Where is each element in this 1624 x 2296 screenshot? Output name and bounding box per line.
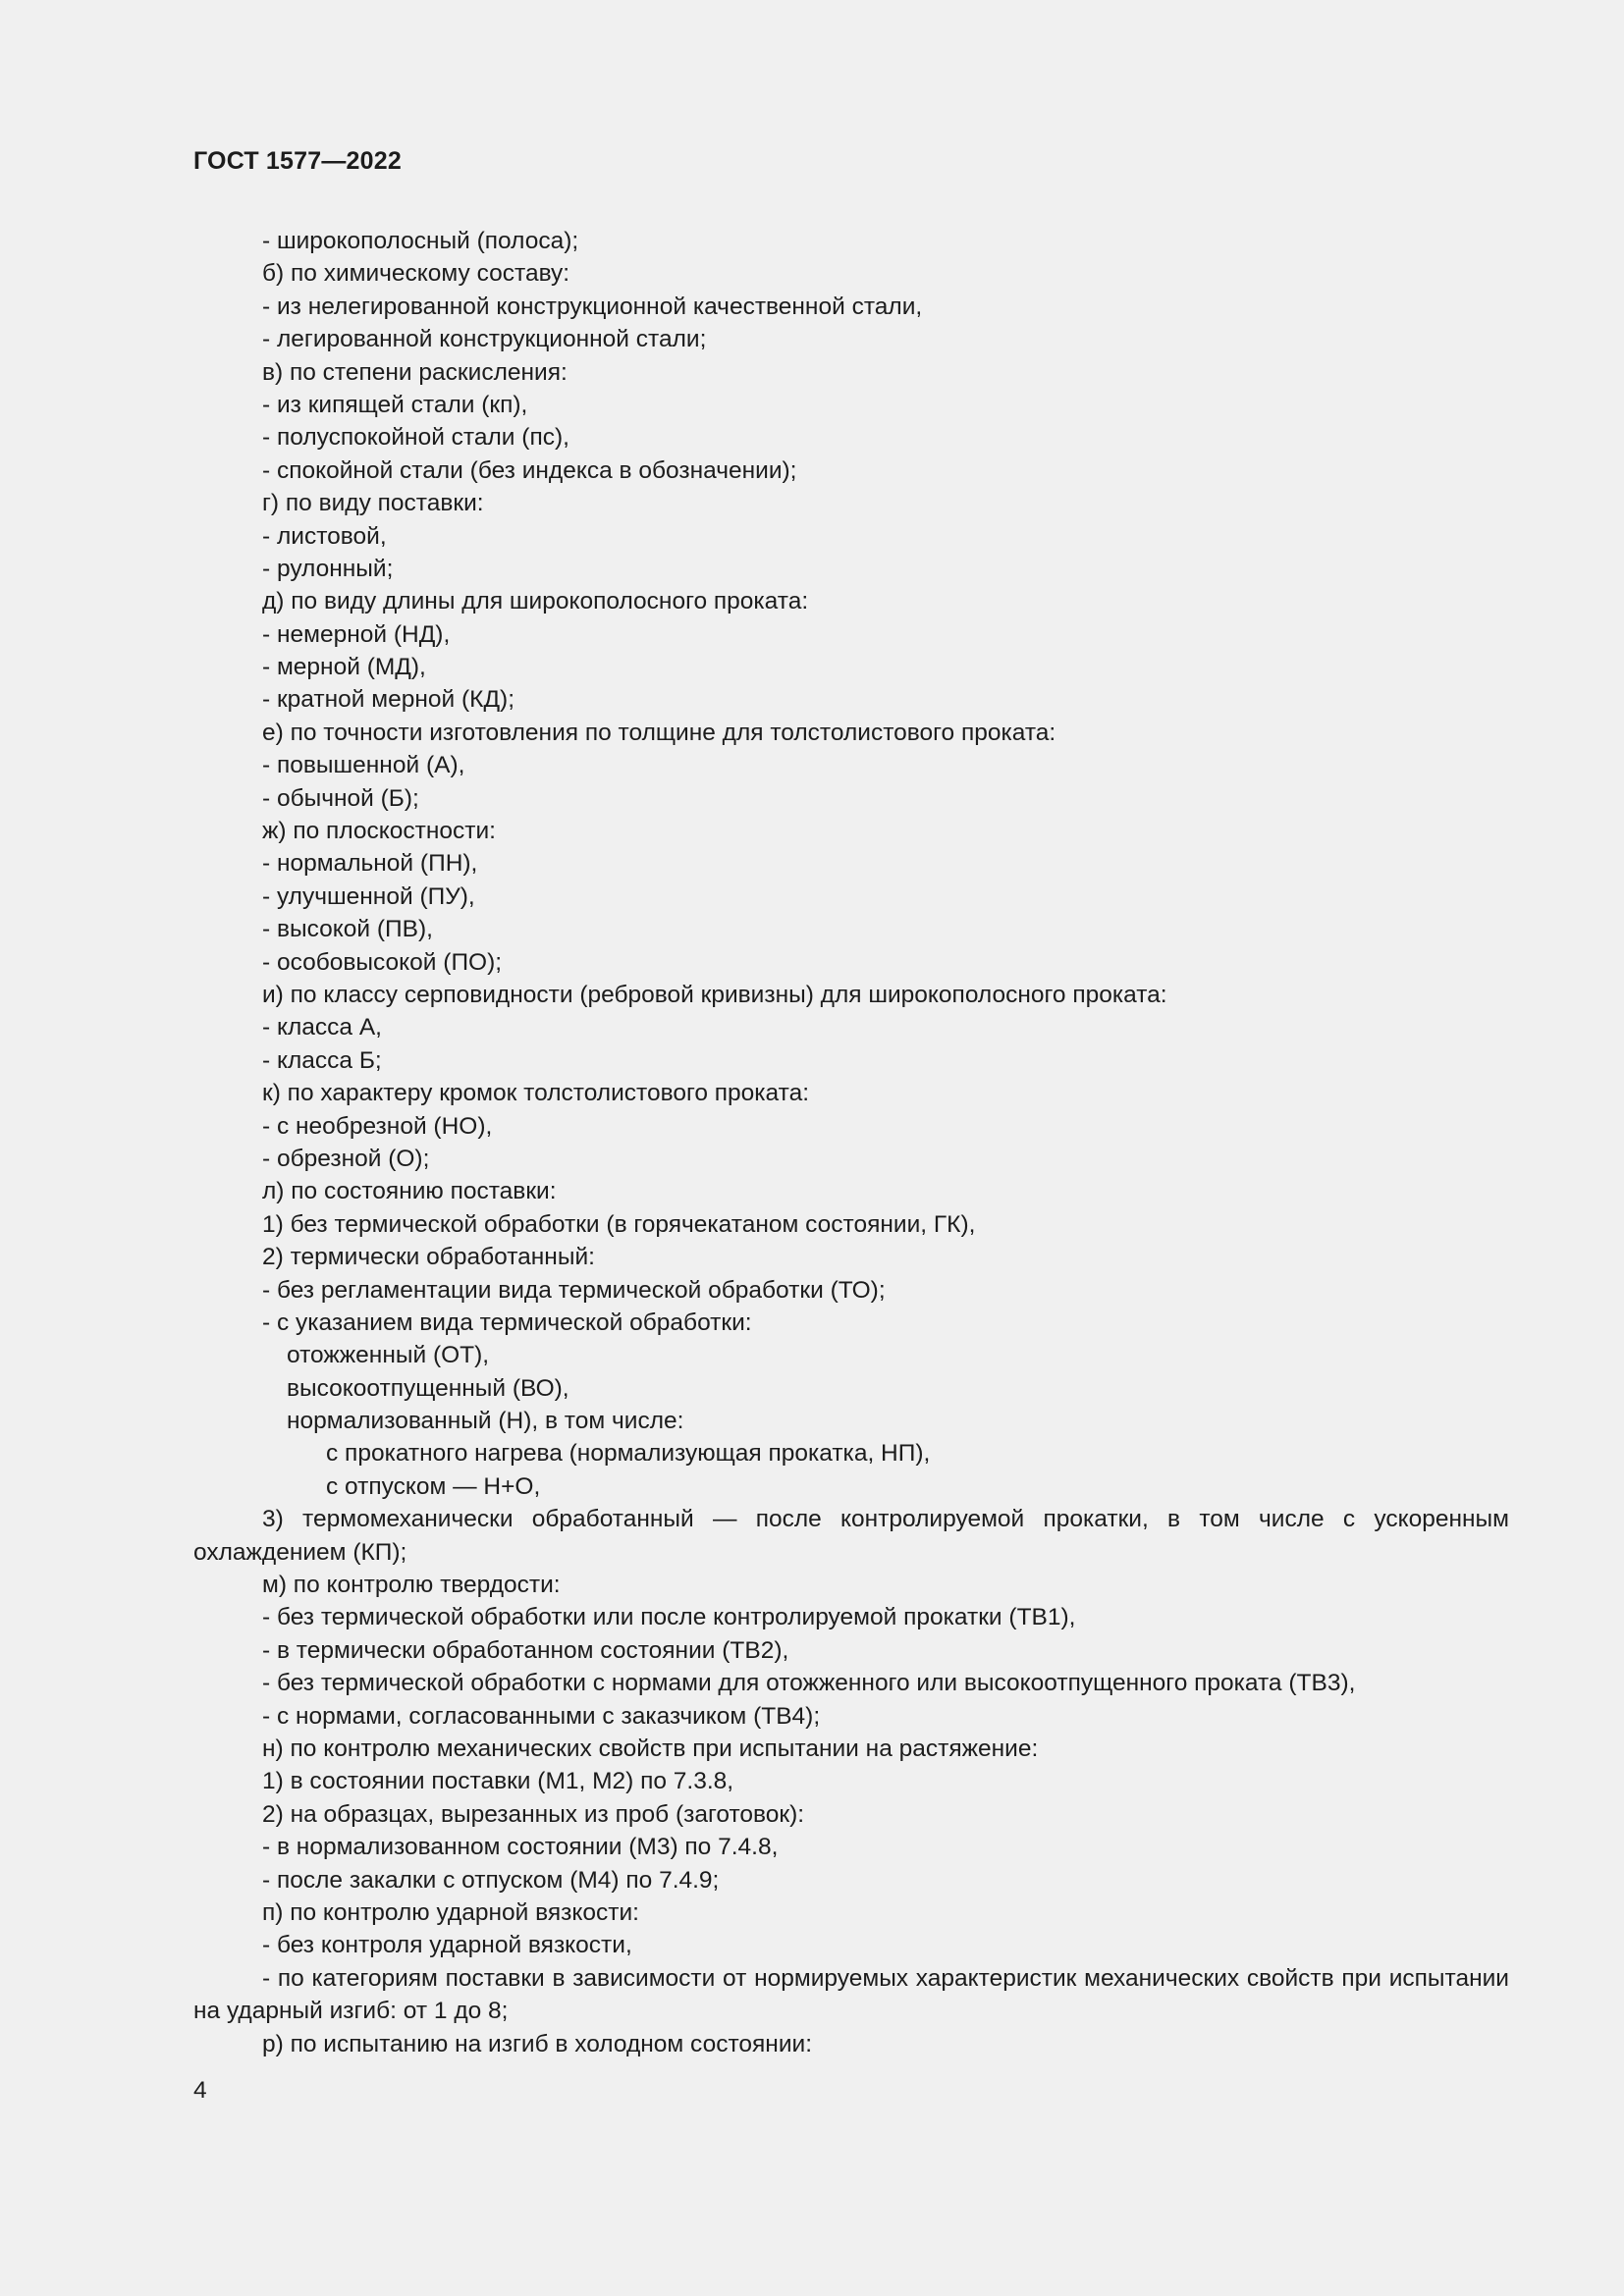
list-item: - рулонный; bbox=[262, 555, 394, 582]
list-item: с прокатного нагрева (нормализующая прокатка, НП), bbox=[326, 1440, 931, 1468]
list-item: п) по контролю ударной вязкости: bbox=[262, 1898, 639, 1926]
list-item: - широкополосный (полоса); bbox=[262, 228, 579, 254]
list-item: - класса А, bbox=[262, 1014, 382, 1041]
list-item: р) по испытанию на изгиб в холодном состоянии: bbox=[262, 2030, 813, 2057]
list-item: л) по состоянию поставки: bbox=[262, 1178, 557, 1205]
list-item: высокоотпущенный (ВО), bbox=[287, 1374, 569, 1402]
list-item: - легированной конструкционной стали; bbox=[262, 326, 707, 353]
page-number: 4 bbox=[193, 2077, 207, 2104]
list-item: - мерной (МД), bbox=[262, 654, 426, 681]
list-item: - после закалки с отпуском (М4) по 7.4.9; bbox=[262, 1866, 720, 1894]
list-item: м) по контролю твердости: bbox=[262, 1572, 561, 1599]
list-item: - из кипящей стали (кп), bbox=[262, 391, 528, 418]
list-item: е) по точности изготовления по толщине для толстолистового проката: bbox=[262, 719, 1056, 746]
list-item: 2) термически обработанный: bbox=[262, 1244, 595, 1271]
list-item: б) по химическому составу: bbox=[262, 260, 570, 288]
list-item: - в термически обработанном состоянии (ТВ2), bbox=[262, 1636, 789, 1664]
list-item: и) по классу серповидности (ребровой кривизны) для широкополосного проката: bbox=[262, 981, 1167, 1008]
list-item: - с нормами, согласованными с заказчиком (ТВ4); bbox=[262, 1702, 821, 1730]
list-item: 2) на образцах, вырезанных из проб (заготовок): bbox=[262, 1800, 805, 1828]
list-item: - повышенной (А), bbox=[262, 752, 465, 779]
list-item: - без регламентации вида термической обработки (ТО); bbox=[262, 1276, 886, 1304]
list-item: - класса Б; bbox=[262, 1046, 382, 1074]
list-item: 1) без термической обработки (в горячекатаном состоянии, ГК), bbox=[262, 1210, 976, 1238]
list-item: г) по виду поставки: bbox=[262, 490, 484, 517]
list-item: к) по характеру кромок толстолистового проката: bbox=[262, 1080, 810, 1107]
list-item: - нормальной (ПН), bbox=[262, 850, 478, 878]
list-item: - с необрезной (НО), bbox=[262, 1112, 493, 1140]
list-item: - обрезной (О); bbox=[262, 1145, 430, 1172]
list-item: - немерной (НД), bbox=[262, 620, 451, 648]
paragraph: - по категориям поставки в зависимости от нормируемых характеристик механических свойств при испытании на ударный изгиб: от 1 до 8; bbox=[193, 1964, 1509, 2025]
paragraph: 3) термомеханически обработанный — после контролируемой прокатки, в том числе с ускоренным охлаждением (КП); bbox=[193, 1506, 1509, 1566]
list-item: - высокой (ПВ), bbox=[262, 916, 433, 943]
page-header: ГОСТ 1577—2022 bbox=[193, 147, 402, 175]
list-item: - с указанием вида термической обработки: bbox=[262, 1308, 752, 1336]
document-body bbox=[193, 225, 1509, 2060]
list-item: - из нелегированной конструкционной качественной стали, bbox=[262, 293, 923, 320]
list-item: - без контроля ударной вязкости, bbox=[262, 1932, 632, 1959]
list-item: - улучшенной (ПУ), bbox=[262, 882, 475, 910]
list-item: - без термической обработки или после контролируемой прокатки (ТВ1), bbox=[262, 1604, 1076, 1631]
list-item: отожженный (ОТ), bbox=[287, 1342, 490, 1369]
list-item: - обычной (Б); bbox=[262, 784, 419, 812]
list-item: - особовысокой (ПО); bbox=[262, 948, 503, 976]
list-item: - в нормализованном состоянии (М3) по 7.4.8, bbox=[262, 1834, 779, 1861]
list-item: - спокойной стали (без индекса в обозначении); bbox=[262, 456, 797, 484]
list-item: с отпуском — Н+О, bbox=[326, 1472, 541, 1500]
list-item: нормализованный (Н), в том числе: bbox=[287, 1408, 684, 1435]
list-item: н) по контролю механических свойств при испытании на растяжение: bbox=[262, 1735, 1039, 1762]
list-item: в) по степени раскисления: bbox=[262, 358, 568, 386]
list-item: - листовой, bbox=[262, 522, 387, 550]
list-item: д) по виду длины для широкополосного проката: bbox=[262, 588, 809, 615]
list-item: ж) по плоскостности: bbox=[262, 818, 496, 845]
list-item: - полуспокойной стали (пс), bbox=[262, 424, 569, 452]
list-item: 1) в состоянии поставки (М1, М2) по 7.3.8, bbox=[262, 1768, 734, 1795]
list-item: - без термической обработки с нормами для отожженного или высокоотпущенного проката (ТВ3), bbox=[262, 1670, 1356, 1697]
list-item: - кратной мерной (КД); bbox=[262, 686, 514, 714]
